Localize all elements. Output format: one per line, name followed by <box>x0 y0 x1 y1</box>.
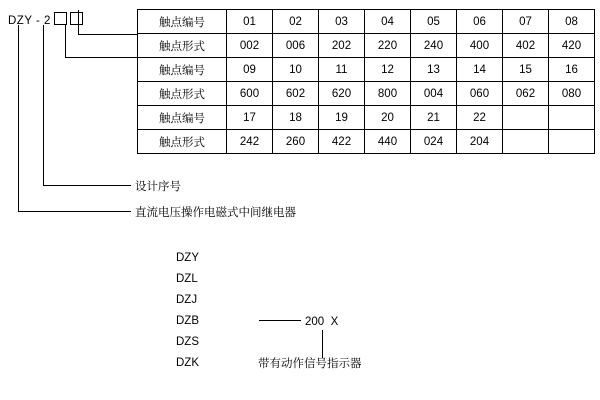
table-cell: 440 <box>365 130 411 154</box>
table-cell: 14 <box>457 58 503 82</box>
table-cell: 16 <box>549 58 595 82</box>
row-header: 触点形式 <box>138 82 227 106</box>
leader-vertical-box2 <box>78 10 79 34</box>
model-code-box-1 <box>54 12 67 25</box>
table-cell: 204 <box>457 130 503 154</box>
table-cell: 19 <box>319 106 365 130</box>
table-cell <box>549 106 595 130</box>
table-cell: 600 <box>227 82 273 106</box>
leader-horizontal-relay-type <box>18 211 131 212</box>
series-item-dzb: DZB <box>176 315 199 327</box>
table-cell: 03 <box>319 10 365 34</box>
series-list <box>176 248 199 374</box>
table-cell: 620 <box>319 82 365 106</box>
table-cell: 420 <box>549 34 595 58</box>
table-cell: 002 <box>227 34 273 58</box>
table-cell: 240 <box>411 34 457 58</box>
table-cell: 10 <box>273 58 319 82</box>
table-cell: 02 <box>273 10 319 34</box>
table-cell: 08 <box>549 10 595 34</box>
series-code-group <box>255 316 338 328</box>
table-cell: 004 <box>411 82 457 106</box>
table-row <box>138 106 595 130</box>
series-suffix: X <box>330 316 339 328</box>
table-cell: 800 <box>365 82 411 106</box>
series-item-dzs: DZS <box>176 336 199 348</box>
leader-vertical-box1 <box>65 25 66 57</box>
table-cell: 04 <box>365 10 411 34</box>
table-cell: 07 <box>503 10 549 34</box>
table-cell: 18 <box>273 106 319 130</box>
table-cell: 062 <box>503 82 549 106</box>
table-cell: 602 <box>273 82 319 106</box>
table-cell: 01 <box>227 10 273 34</box>
table-cell: 242 <box>227 130 273 154</box>
table-cell: 202 <box>319 34 365 58</box>
table-cell: 12 <box>365 58 411 82</box>
series-code: 200 <box>305 316 325 328</box>
table-cell: 05 <box>411 10 457 34</box>
table-cell: 20 <box>365 106 411 130</box>
table-cell: 15 <box>503 58 549 82</box>
table-cell: 006 <box>273 34 319 58</box>
leader-horizontal-design-serial <box>43 185 131 186</box>
row-header: 触点编号 <box>138 10 227 34</box>
label-design-serial: 设计序号 <box>135 181 181 193</box>
table-row <box>138 130 595 154</box>
table-cell <box>503 106 549 130</box>
table-cell: 080 <box>549 82 595 106</box>
leader-vertical-indicator <box>322 330 323 358</box>
label-relay-type: 直流电压操作电磁式中间继电器 <box>135 207 296 219</box>
contact-spec-table <box>137 9 595 154</box>
row-header: 触点编号 <box>138 106 227 130</box>
model-code-prefix: DZY - 2 <box>8 15 51 27</box>
table-cell: 11 <box>319 58 365 82</box>
leader-horizontal-box2 <box>78 34 138 35</box>
table-cell: 06 <box>457 10 503 34</box>
table-cell <box>503 130 549 154</box>
table-cell: 220 <box>365 34 411 58</box>
model-code-box-2 <box>70 12 83 25</box>
row-header: 触点编号 <box>138 58 227 82</box>
series-item-dzj: DZJ <box>176 294 198 306</box>
table-cell: 09 <box>227 58 273 82</box>
table-cell: 060 <box>457 82 503 106</box>
series-item-dzl: DZL <box>176 273 198 285</box>
table-row <box>138 82 595 106</box>
table-row <box>138 10 595 34</box>
series-item-dzk: DZK <box>176 357 199 369</box>
table-cell: 402 <box>503 34 549 58</box>
table-cell: 260 <box>273 130 319 154</box>
table-cell <box>549 130 595 154</box>
table-body <box>138 10 595 154</box>
table-row <box>138 58 595 82</box>
table-cell: 024 <box>411 130 457 154</box>
table-row <box>138 34 595 58</box>
table-cell: 422 <box>319 130 365 154</box>
table-cell: 13 <box>411 58 457 82</box>
series-item-dzy: DZY <box>176 252 199 264</box>
model-code-label <box>8 12 83 27</box>
table-cell: 21 <box>411 106 457 130</box>
leader-vertical-design-serial <box>43 25 44 185</box>
series-connector-line <box>259 320 301 321</box>
table-cell: 400 <box>457 34 503 58</box>
row-header: 触点形式 <box>138 34 227 58</box>
table-cell: 17 <box>227 106 273 130</box>
leader-horizontal-box1 <box>65 57 138 58</box>
table-cell: 22 <box>457 106 503 130</box>
leader-vertical-relay-type <box>18 25 19 211</box>
row-header: 触点形式 <box>138 130 227 154</box>
label-indicator: 带有动作信号指示器 <box>258 358 362 370</box>
